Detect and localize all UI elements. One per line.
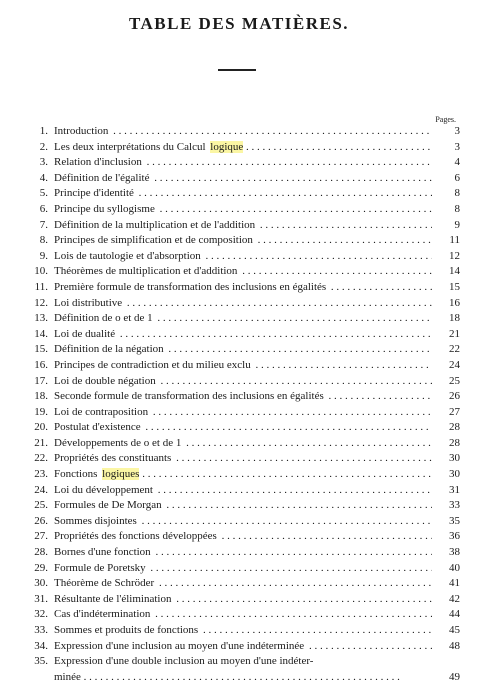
toc-entry-number: 13. [34,312,48,325]
toc-entry-number: 31. [34,592,48,605]
toc-entry-number: 24. [34,483,48,496]
toc-entry-number: 2. [39,140,48,153]
toc-entry-title [54,436,432,452]
toc-entry [14,405,462,421]
toc-entry-title [54,311,432,327]
toc-entry [14,249,462,265]
toc-entry-page: 30 [449,468,460,481]
toc-entry-page: 11 [449,234,460,247]
toc-entry-title [54,467,432,483]
toc-entry-page: 41 [449,577,460,590]
toc-entry-page: 18 [449,312,460,325]
toc-entry-number: 16. [34,358,48,371]
toc-entry-title-continued-text: minée [54,670,81,683]
toc-entry-number: 1. [39,125,48,137]
toc-entry-title-text: Sommes et produits de fonctions [54,624,199,636]
toc-entry [14,467,462,483]
toc-entry-number: 23. [34,468,48,481]
toc-entry-number: 34. [34,639,48,652]
toc-entry-title-text: Postulat d'existence [54,421,141,434]
toc-entry [14,374,462,390]
toc-entry-page: 6 [454,171,460,184]
toc-entry-number: 9. [39,249,48,262]
toc-entry-number: 18. [34,390,48,403]
toc-entry-title [54,124,432,140]
toc-entry-number: 15. [34,343,48,356]
toc-entry-number: 22. [34,452,48,465]
toc-entry-number: 4. [39,171,48,184]
toc-entry-title [54,545,432,561]
toc-entry [14,607,462,623]
toc-entry [14,218,462,234]
toc-entry-title-text: Formules de De Morgan [54,499,162,512]
toc-entry-number: 26. [34,514,48,527]
toc-entry-page: 3 [454,140,460,153]
toc-entry-title [54,327,432,343]
toc-entry-page: 44 [449,608,460,621]
toc-entry-title-text: Loi de double négation [54,374,156,387]
toc-entry-page: 12 [449,249,460,262]
toc-entry-page: 28 [449,421,460,434]
toc-entry-page: 42 [449,592,460,605]
toc-entry-page: 3 [454,125,460,137]
toc-entry-title-text: Définition de la multiplication et de l'addition [54,218,256,231]
toc-entry-title [54,233,432,249]
toc-entry-title [54,420,432,436]
toc-entry [14,436,462,452]
toc-entry-title-text: Propriétés des constituants [54,452,172,465]
toc-entry-title-text: Propriétés des fonctions développées [54,530,217,543]
toc-entry-title-text: Développements de o et de 1 [54,436,182,449]
toc-entry-number: 17. [34,374,48,387]
highlighted-word: logique [210,140,244,153]
toc-entry-title-text: Introduction [54,125,109,137]
toc-entry [14,202,462,218]
toc-entry-number: 6. [39,202,48,215]
toc-entry [14,514,462,530]
toc-entry-title [54,296,432,312]
toc-entry [14,561,462,577]
toc-entry-title-text: Loi du développement [54,483,153,496]
toc-entry-title-text: Principes de contradiction et du milieu exclu [54,358,251,371]
toc-entry-title-text: Théorème de Schröder [54,577,155,590]
toc-entry-title [54,405,432,421]
toc-entry-page: 15 [449,280,460,293]
toc-entry [14,483,462,499]
toc-entry-number: 12. [34,296,48,309]
toc-entry [14,498,462,514]
toc-entry-title [54,280,432,296]
highlighted-word: logiques [102,468,140,481]
toc-entry-title [54,576,432,592]
toc-entry-number: 19. [34,405,48,418]
toc-entry [14,140,462,156]
toc-entry-page: 28 [449,436,460,449]
toc-entry-title [54,592,432,608]
toc-entry-number: 33. [34,624,48,636]
toc-entry-page: 8 [454,187,460,200]
toc-entry-title-text: Seconde formule de transformation des inclusions en égalités [54,390,324,403]
toc-entry-page: 49 [449,670,460,683]
toc-entry [14,296,462,312]
toc-entry-number: 30. [34,577,48,590]
toc-entry-page: 48 [449,639,460,652]
toc-entry-title-text: Première formule de transformation des inclusions en égalités [54,280,327,293]
toc-entry-page: 40 [449,561,460,574]
toc-entry [14,654,462,685]
toc-entry [14,576,462,592]
toc-entry-number: 21. [34,436,48,449]
toc-entry-page: 9 [454,218,460,231]
toc-entry [14,451,462,467]
toc-entry-page: 22 [449,343,460,356]
toc-entry-number: 35. [34,655,48,668]
toc-entry-title-text: Sommes disjointes [54,514,137,527]
toc-entry-title-text: Résultante de l'élimination [54,592,172,605]
toc-entry-page: 14 [449,265,460,278]
toc-entry-number: 20. [34,421,48,434]
toc-entry-number: 32. [34,608,48,621]
toc-entry-title-text: Bornes d'une fonction [54,546,151,559]
toc-entry-title: Expression d'une double inclusion au moyen d'une indéter- [54,655,314,668]
toc-entry [14,155,462,171]
toc-entry-title-text: Loi de contraposition [54,405,149,418]
toc-entry-title [54,202,432,218]
toc-entry-number: 28. [34,546,48,559]
toc-entry-title [54,639,432,655]
toc-entry-title-text: Loi de dualité [54,327,116,340]
toc-entry-title [54,155,432,171]
toc-entry-page: 33 [449,499,460,512]
toc-entry-title [54,358,432,374]
toc-entry-page: 21 [449,327,460,340]
toc-entry [14,420,462,436]
toc-entry-title-text: Loi distributive [54,296,123,309]
toc-entry-title-text: Principe d'identité [54,187,134,200]
toc-entry-title-text: Fonctions [54,468,101,481]
table-of-contents [14,124,462,685]
toc-entry-title-text: Relation d'inclusion [54,156,142,169]
toc-entry-title [54,249,432,265]
toc-entry-title [54,451,432,467]
toc-entry-number: 7. [39,218,48,231]
toc-entry-page: 27 [449,405,460,418]
toc-entry-title-text: Expression d'une inclusion au moyen d'une indéterminée [54,639,305,652]
toc-entry-title-continued [54,670,432,686]
toc-entry-title [54,623,432,639]
toc-entry-number: 11. [34,280,48,293]
toc-entry-title [54,514,432,530]
toc-entry-title-text: Théorèmes de multiplication et d'addition [54,265,238,278]
toc-entry-page: 25 [449,374,460,387]
page-title: TABLE DES MATIÈRES. [128,14,350,33]
toc-entry [14,233,462,249]
toc-entry [14,529,462,545]
toc-entry-page: 31 [449,483,460,496]
toc-entry-number: 27. [34,530,48,543]
toc-entry-title [54,171,432,187]
toc-entry-page: 35 [449,514,460,527]
toc-entry-page: 16 [449,296,460,309]
toc-entry-number: 10. [34,265,48,278]
toc-entry-title [54,529,432,545]
toc-entry-title [54,389,432,405]
toc-entry-title [54,140,432,156]
toc-entry-number: 14. [34,327,48,340]
toc-entry-title-text: Définition de l'égalité [54,171,150,184]
toc-entry-page: 4 [454,156,460,169]
toc-entry-title-text: Principes de simplification et de composition [54,234,253,247]
toc-entry-title [54,264,432,280]
toc-entry-page: 30 [449,452,460,465]
toc-entry-page: 8 [454,202,460,215]
toc-entry-title-text: Principe du syllogisme [54,202,155,215]
toc-entry [14,311,462,327]
toc-entry-page: 45 [449,624,460,636]
toc-entry-title [54,342,432,358]
toc-entry-title [54,561,432,577]
toc-entry-number: 3. [39,156,48,169]
toc-entry-number: 8. [39,234,48,247]
toc-entry-page: 26 [449,390,460,403]
toc-entry [14,592,462,608]
title-rule [218,69,256,71]
toc-entry [14,623,462,639]
toc-entry-number: 29. [34,561,48,574]
toc-entry-title [54,498,432,514]
toc-entry [14,327,462,343]
toc-entry [14,171,462,187]
toc-entry-title [54,483,432,499]
toc-entry [14,124,462,140]
toc-entry [14,639,462,655]
toc-entry-title [54,374,432,390]
toc-entry-page: 36 [449,530,460,543]
toc-entry [14,358,462,374]
toc-entry-title-text: Formule de Poretsky [54,561,146,574]
toc-entry [14,545,462,561]
toc-entry-title [54,186,432,202]
pages-column-header: Pages. [435,115,456,124]
toc-entry-title-text: Lois de tautologie et d'absorption [54,249,201,262]
toc-entry [14,389,462,405]
toc-entry [14,280,462,296]
toc-entry-title-text: Définition de o et de 1 [54,312,153,325]
toc-entry-page: 38 [449,546,460,559]
toc-entry [14,186,462,202]
toc-entry-page: 24 [449,358,460,371]
toc-entry [14,342,462,358]
toc-entry-title [54,218,432,234]
toc-entry-title-text: Définition de la négation [54,343,164,356]
toc-entry-number: 25. [34,499,48,512]
toc-entry-title [54,607,432,623]
toc-entry [14,264,462,280]
toc-entry-title-text: Les deux interprétations du Calcul [54,140,209,153]
toc-entry-title-text: Cas d'indétermination [54,608,151,621]
toc-entry-number: 5. [39,187,48,200]
